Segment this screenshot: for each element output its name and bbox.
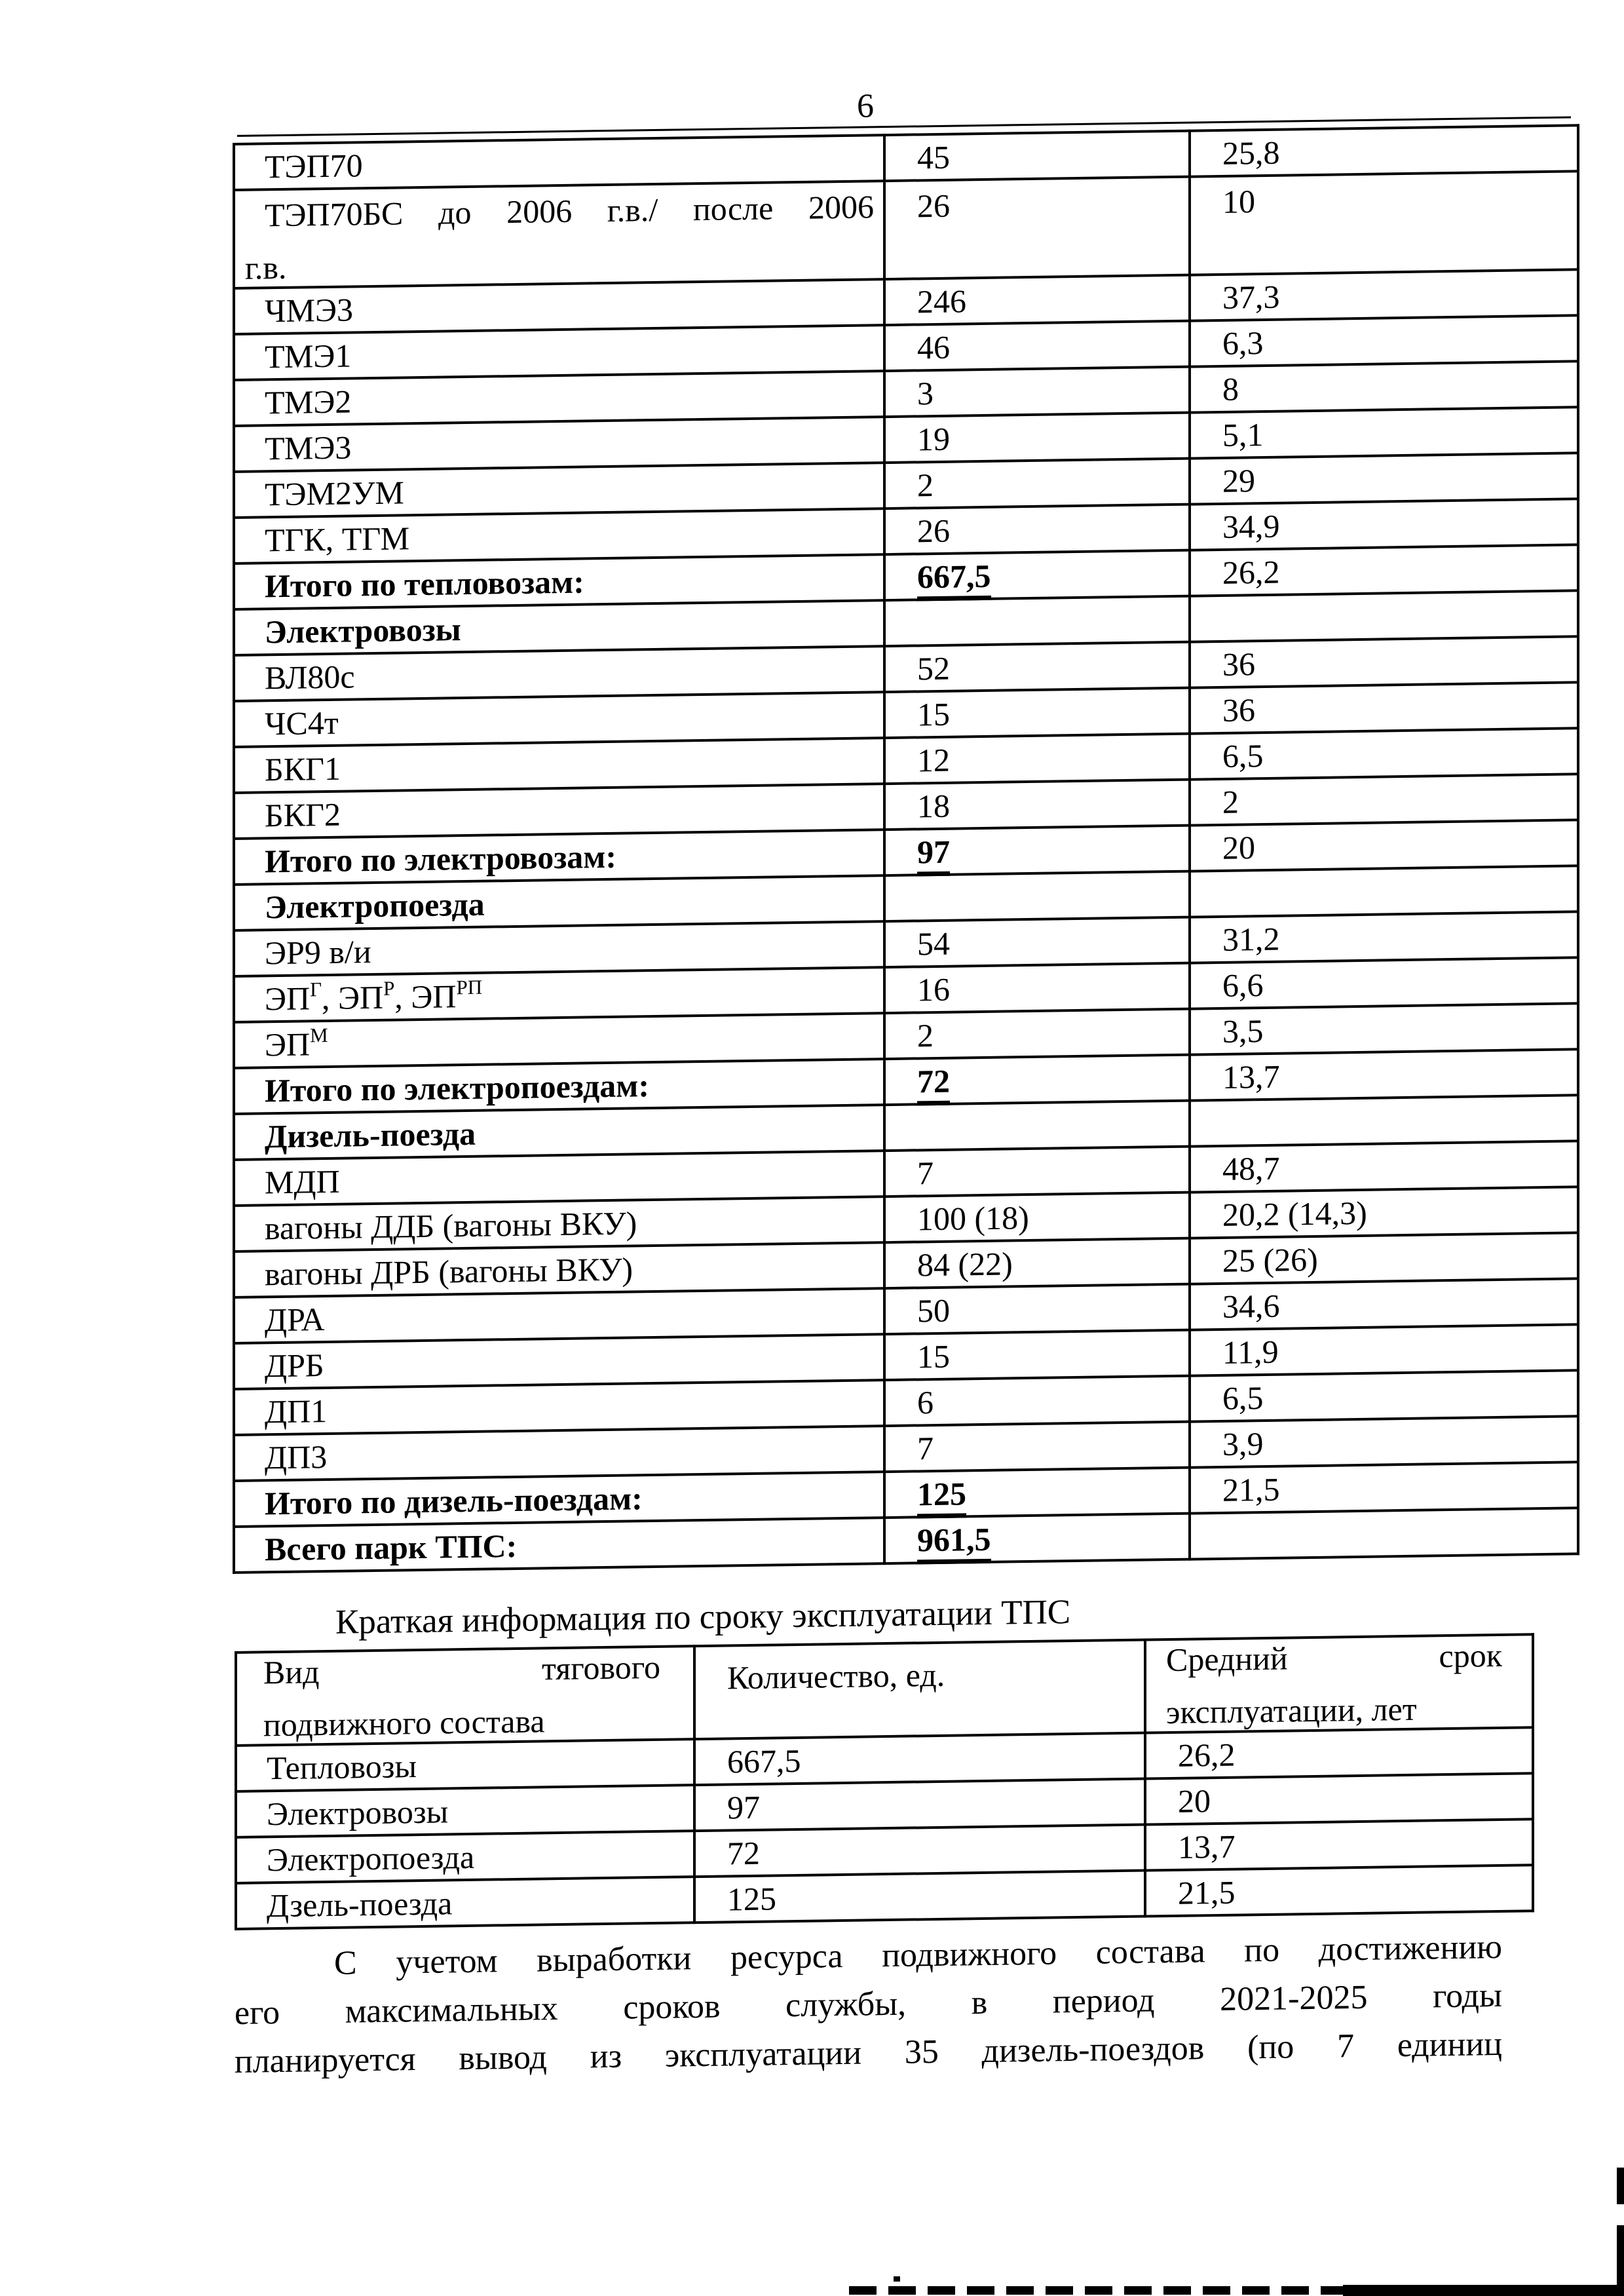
cell-average-age — [1190, 866, 1578, 917]
cell-quantity: 7 — [884, 1147, 1190, 1197]
cell-average-age: 36 — [1190, 636, 1578, 687]
cell-quantity: 100 (18) — [884, 1193, 1190, 1243]
cell-quantity: 46 — [884, 321, 1190, 372]
paragraph-line: планируется вывод из эксплуатации 35 дизель-поездов (по 7 единиц — [235, 2025, 1502, 2080]
cell-average-age: 5,1 — [1190, 407, 1578, 458]
cell-model: ВЛ80с — [234, 646, 884, 701]
underlined-total: 72 — [917, 1063, 950, 1106]
cell-model: ТМЭ2 — [234, 371, 884, 426]
cell-stock-type: Электропоезда — [236, 1831, 694, 1883]
underlined-total: 667,5 — [917, 558, 991, 602]
cell-quantity: 15 — [884, 1330, 1190, 1381]
cell-section-label: Электровозы — [234, 600, 884, 655]
cell-model: ДРА — [234, 1288, 884, 1343]
cell-total-label: Итого по электровозам: — [234, 830, 884, 885]
page-number: 6 — [857, 87, 874, 125]
cell-model: ДРБ — [234, 1334, 884, 1389]
cell-quantity: 45 — [884, 131, 1190, 182]
header-quantity: Количество, ед. — [694, 1640, 1145, 1740]
cell-quantity — [884, 1101, 1190, 1151]
scan-artifact-right-edge — [1617, 2225, 1624, 2296]
cell-total-label: Итого по дизель-поездам: — [234, 1472, 884, 1527]
cell-average-age: 20 — [1145, 1773, 1533, 1824]
cell-average-age: 8 — [1190, 361, 1578, 412]
cell-stock-type: Тепловозы — [236, 1739, 694, 1791]
cell-quantity: 54 — [884, 917, 1190, 968]
cell-quantity — [884, 826, 1190, 876]
cell-average-age: 37,3 — [1190, 269, 1578, 320]
cell-model: ДП3 — [234, 1426, 884, 1481]
cell-average-age — [1190, 590, 1578, 641]
cell-model: ДП1 — [234, 1380, 884, 1435]
underlined-total: 961,5 — [917, 1521, 991, 1565]
cell-average-age: 13,7 — [1145, 1819, 1533, 1870]
header-average-service-life — [1145, 1634, 1533, 1732]
cell-average-age: 21,5 — [1190, 1462, 1578, 1513]
model-line-2: г.в. — [245, 248, 287, 286]
cell-stock-type: Дзель-поезда — [236, 1877, 694, 1929]
cell-model: ТГК, ТГМ — [234, 508, 884, 564]
cell-average-age: 31,2 — [1190, 911, 1578, 963]
scan-artifact-speck — [894, 2276, 900, 2282]
summary-table-title: Краткая информация по сроку эксплуатации ТПС — [335, 1593, 1071, 1641]
cell-average-age: 6,6 — [1190, 957, 1578, 1008]
cell-model: ЭР9 в/и — [234, 921, 884, 976]
model-superscript: Г — [310, 978, 322, 1001]
cell-average-age: 25,8 — [1190, 125, 1578, 176]
cell-average-age: 29 — [1190, 453, 1578, 504]
cell-quantity: 72 — [694, 1825, 1145, 1877]
summary-table — [235, 1633, 1534, 1930]
paragraph-line: его максимальных сроков службы, в период 2021-2025 годы — [235, 1976, 1502, 2032]
cell-average-age — [1190, 1508, 1578, 1559]
cell-average-age: 34,9 — [1190, 499, 1578, 550]
cell-quantity: 6 — [884, 1376, 1190, 1426]
cell-quantity: 15 — [884, 688, 1190, 738]
cell-average-age: 11,9 — [1190, 1324, 1578, 1375]
cell-quantity: 19 — [884, 413, 1190, 463]
cell-model: ЧС4т — [234, 692, 884, 747]
cell-total-label: Итого по электропоездам: — [234, 1059, 884, 1114]
model-text: , ЭП — [394, 978, 457, 1016]
cell-total-label: Итого по тепловозам: — [234, 554, 884, 609]
cell-average-age: 6,3 — [1190, 315, 1578, 366]
cell-quantity: 3 — [884, 367, 1190, 417]
model-text: ЭП — [265, 1025, 311, 1063]
header-stock-type — [236, 1646, 694, 1746]
cell-average-age: 20 — [1190, 820, 1578, 871]
cell-quantity: 50 — [884, 1284, 1190, 1335]
scan-artifact-bottom-bar — [1343, 2285, 1624, 2296]
cell-quantity — [884, 550, 1190, 601]
cell-model — [234, 181, 884, 288]
cell-model: ТМЭ3 — [234, 417, 884, 472]
cell-average-age: 26,2 — [1190, 545, 1578, 596]
cell-quantity: 26 — [884, 505, 1190, 555]
cell-quantity: 84 (22) — [884, 1238, 1190, 1289]
body-paragraph — [235, 1923, 1502, 2086]
cell-model: вагоны ДДБ (вагоны ВКУ) — [234, 1196, 884, 1252]
model-superscript: М — [310, 1024, 328, 1047]
fleet-table — [233, 124, 1579, 1574]
paragraph-line: С учетом выработки ресурса подвижного состава по достижению — [334, 1928, 1502, 1982]
model-superscript: РП — [456, 976, 483, 999]
cell-average-age: 3,5 — [1190, 1003, 1578, 1054]
cell-average-age: 26,2 — [1145, 1727, 1533, 1778]
scan-artifact-bottom-dashes — [849, 2286, 1347, 2295]
cell-model: ТЭМ2УМ — [234, 463, 884, 518]
cell-average-age — [1190, 1095, 1578, 1146]
cell-quantity: 667,5 — [694, 1733, 1145, 1786]
cell-stock-type: Электровозы — [236, 1785, 694, 1837]
cell-average-age: 6,5 — [1190, 1370, 1578, 1421]
table-row — [234, 171, 1578, 288]
cell-average-age: 10 — [1190, 171, 1578, 275]
table-header-row — [236, 1634, 1533, 1746]
cell-average-age: 20,2 (14,3) — [1190, 1187, 1578, 1238]
cell-average-age: 36 — [1190, 682, 1578, 733]
cell-model: МДП — [234, 1151, 884, 1206]
cell-model: БКГ2 — [234, 784, 884, 839]
header-line: эксплуатации, лет — [1166, 1690, 1417, 1731]
cell-quantity: 12 — [884, 734, 1190, 784]
cell-model: БКГ1 — [234, 738, 884, 793]
model-line-1: ТЭП70БС до 2006 г.в./ после 2006 — [265, 188, 874, 234]
cell-model: ТМЭ1 — [234, 325, 884, 380]
header-line: подвижного состава — [263, 1702, 545, 1744]
cell-section-label: Электропоезда — [234, 875, 884, 930]
model-superscript: Р — [383, 976, 395, 1001]
cell-quantity: 2 — [884, 1009, 1190, 1060]
cell-average-age: 21,5 — [1145, 1865, 1533, 1916]
cell-quantity: 16 — [884, 963, 1190, 1014]
cell-quantity: 97 — [694, 1779, 1145, 1831]
cell-quantity: 18 — [884, 780, 1190, 830]
underlined-total: 125 — [917, 1475, 966, 1518]
cell-quantity — [884, 1055, 1190, 1105]
header-line: Вид тягового — [263, 1648, 660, 1691]
model-text: ЭП — [265, 980, 311, 1018]
cell-quantity — [884, 1468, 1190, 1518]
cell-quantity: 246 — [884, 275, 1190, 326]
cell-total-label: Всего парк ТПС: — [234, 1518, 884, 1573]
cell-quantity — [884, 871, 1190, 922]
cell-average-age: 48,7 — [1190, 1141, 1578, 1192]
cell-model: ЧМЭ3 — [234, 279, 884, 334]
cell-quantity: 52 — [884, 642, 1190, 693]
cell-quantity — [884, 1514, 1190, 1564]
cell-quantity: 7 — [884, 1422, 1190, 1472]
cell-average-age: 25 (26) — [1190, 1233, 1578, 1284]
header-line: Средний срок — [1166, 1636, 1502, 1679]
cell-average-age: 3,9 — [1190, 1416, 1578, 1467]
cell-quantity: 2 — [884, 459, 1190, 509]
cell-model: вагоны ДРБ (вагоны ВКУ) — [234, 1242, 884, 1297]
cell-model: ТЭП70 — [234, 135, 884, 190]
underlined-total: 97 — [917, 833, 950, 877]
cell-average-age: 34,6 — [1190, 1278, 1578, 1330]
cell-average-age: 13,7 — [1190, 1049, 1578, 1100]
cell-average-age: 2 — [1190, 774, 1578, 825]
cell-section-label: Дизель-поезда — [234, 1105, 884, 1160]
model-text: , ЭП — [322, 978, 384, 1017]
cell-quantity: 26 — [884, 177, 1190, 280]
cell-average-age: 6,5 — [1190, 728, 1578, 779]
cell-quantity: 125 — [694, 1871, 1145, 1923]
cell-quantity — [884, 596, 1190, 647]
scan-artifact-right-edge — [1617, 2168, 1624, 2204]
